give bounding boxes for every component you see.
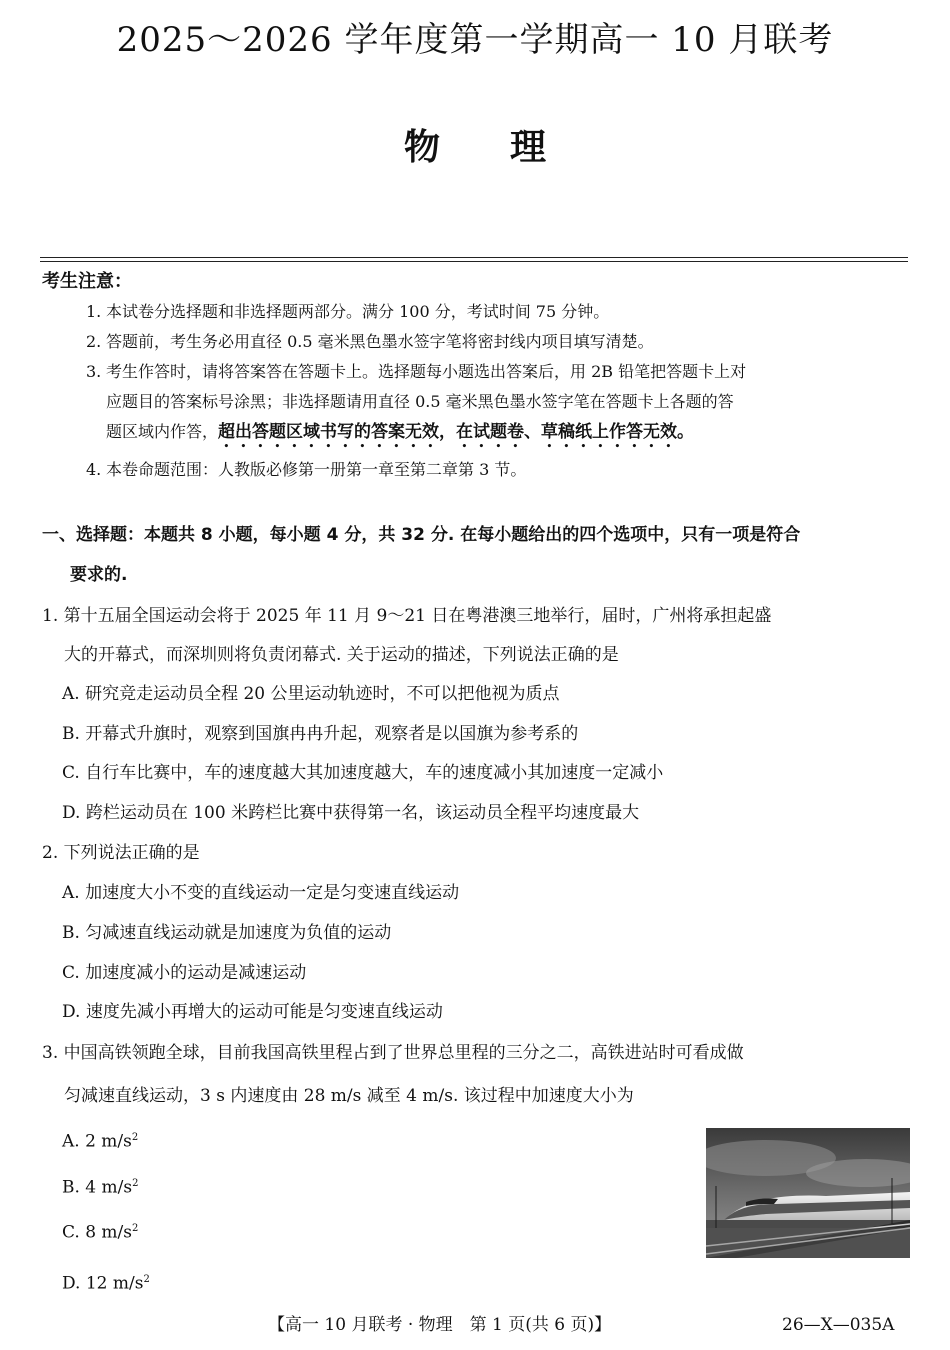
q3-option-d xyxy=(62,1260,150,1304)
notice-item-2 xyxy=(86,327,912,357)
q3-option-c-text: C. 8 m/s xyxy=(62,1222,133,1243)
notice-text-line3-pre: 题区域内作答， xyxy=(106,422,219,441)
double-rule-bottom xyxy=(40,261,908,262)
subject-title: 物理 xyxy=(403,127,616,168)
q1-stem-line1: 1. 第十五届全国运动会将于 2025 年 11 月 9～21 日在粤港澳三地举行，届时，广州将承担起盛 xyxy=(42,606,772,626)
exam-title: 2025～2026 学年度第一学期高一 10 月联考 xyxy=(116,20,834,60)
notice-item-4 xyxy=(86,455,912,485)
unit-superscript: 2 xyxy=(131,1132,139,1143)
section-heading: 一、选择题：本题共 8 小题，每小题 4 分，共 32 分. 在每小题给出的四个选项中，只有一项是符合 xyxy=(42,525,801,545)
q3-option-d-text: D. 12 m/s xyxy=(62,1273,144,1294)
notice-text: 答题前，考生务必用直径 0.5 毫米黑色墨水签字笔将密封线内项目填写清楚。 xyxy=(106,332,654,351)
notice-num: 2. xyxy=(86,332,102,351)
q1-option-a: A. 研究竞走运动员全程 20 公里运动轨迹时，不可以把他视为质点 xyxy=(62,684,560,704)
high-speed-train-photo xyxy=(706,1128,910,1258)
notice-num: 4. xyxy=(86,460,102,479)
q2-option-d: D. 速度先减小再增大的运动可能是匀变速直线运动 xyxy=(62,1002,443,1022)
notice-text-line1: 考生作答时，请将答案答在答题卡上。选择题每小题选出答案后，用 2B 铅笔把答题卡上对 xyxy=(106,362,747,381)
notice-heading: 考生注意： xyxy=(42,271,132,292)
footer-code: 26—X—035A xyxy=(782,1315,895,1335)
double-rule-top xyxy=(40,257,908,258)
q1-stem-line2: 大的开幕式，而深圳则将负责闭幕式. 关于运动的描述，下列说法正确的是 xyxy=(64,645,619,665)
footer-center: 【高一 10 月联考 · 物理 第 1 页(共 6 页)】 xyxy=(268,1315,612,1335)
q3-option-a-text: A. 2 m/s xyxy=(62,1131,132,1152)
emphasized-warning: 超出答题区域书写的答案无效，在试题卷、草稿纸上作答无效。 xyxy=(218,422,695,442)
notice-text: 本卷命题范围：人教版必修第一册第一章至第二章第 3 节。 xyxy=(106,460,527,479)
notice-item-1 xyxy=(86,297,912,327)
notice-num: 3. xyxy=(86,362,102,381)
q1-option-d: D. 跨栏运动员在 100 米跨栏比赛中获得第一名，该运动员全程平均速度最大 xyxy=(62,803,640,823)
unit-superscript: 2 xyxy=(143,1274,150,1285)
q3-option-a xyxy=(62,1118,138,1162)
q2-stem: 2. 下列说法正确的是 xyxy=(42,843,200,863)
notice-num: 1. xyxy=(86,302,102,321)
q1-option-b: B. 开幕式升旗时，观察到国旗冉冉升起，观察者是以国旗为参考系的 xyxy=(62,724,579,744)
q3-option-b xyxy=(62,1164,138,1208)
notice-text-line2: 应题目的答案标号涂黑；非选择题请用直径 0.5 毫米黑色墨水签字笔在答题卡上各题的答 xyxy=(106,392,734,411)
notice-item-3 xyxy=(86,357,912,452)
notice-text-line3 xyxy=(86,417,912,452)
unit-superscript: 2 xyxy=(132,1223,139,1234)
q2-option-b: B. 匀减速直线运动就是加速度为负值的运动 xyxy=(62,923,392,943)
notice-text: 本试卷分选择题和非选择题两部分。满分 100 分，考试时间 75 分钟。 xyxy=(106,302,610,321)
q1-option-c: C. 自行车比赛中，车的速度越大其加速度越大，车的速度减小其加速度一定减小 xyxy=(62,763,664,783)
q2-option-a: A. 加速度大小不变的直线运动一定是匀变速直线运动 xyxy=(62,883,460,903)
q3-option-c xyxy=(62,1209,138,1253)
unit-superscript: 2 xyxy=(132,1178,139,1189)
train-image xyxy=(706,1128,910,1258)
q3-option-b-text: B. 4 m/s xyxy=(62,1177,133,1198)
q3-stem-line1: 3. 中国高铁领跑全球，目前我国高铁里程占到了世界总里程的三分之二，高铁进站时可看成做 xyxy=(42,1043,744,1063)
q2-option-c: C. 加速度减小的运动是减速运动 xyxy=(62,963,307,983)
q3-stem-line2: 匀减速直线运动，3 s 内速度由 28 m/s 减至 4 m/s. 该过程中加速度大小为 xyxy=(64,1086,634,1106)
section-heading-cont: 要求的. xyxy=(70,565,128,585)
